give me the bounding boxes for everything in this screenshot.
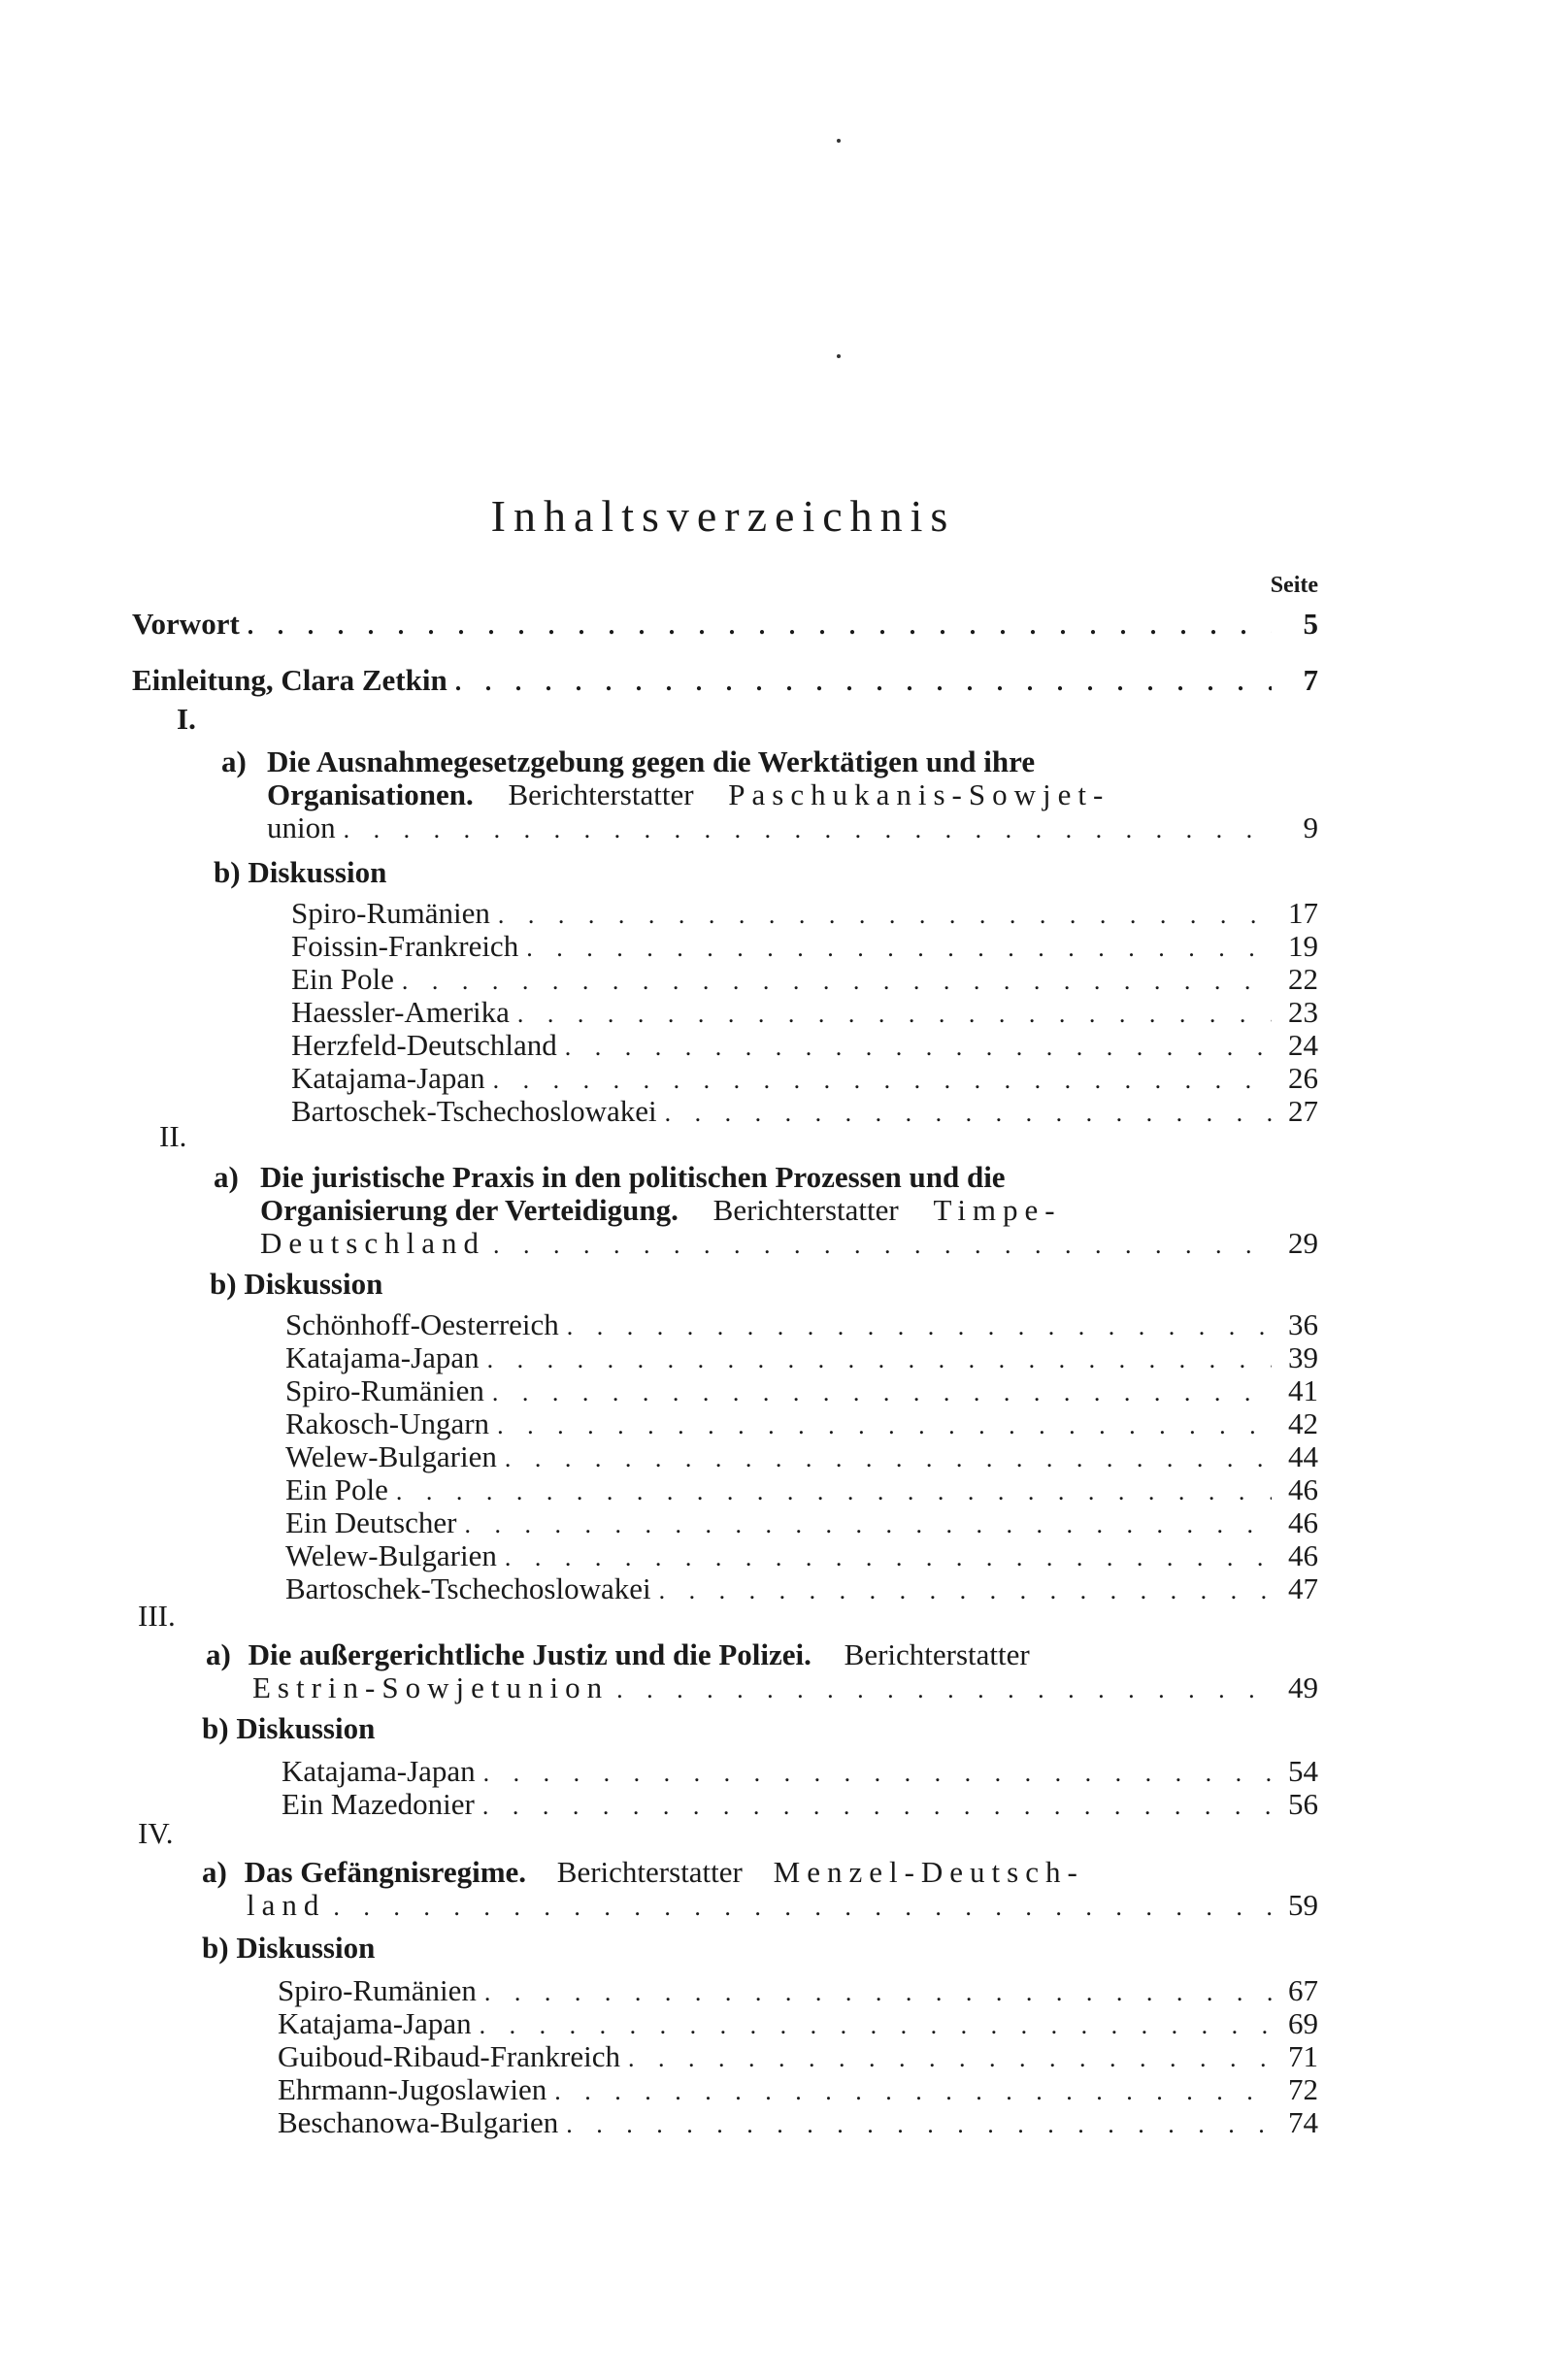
toc-entry: [285, 1374, 1318, 1409]
toc-entry-label: Herzfeld-Deutschland: [291, 1028, 557, 1062]
toc-entry-page: 47: [1288, 1571, 1318, 1605]
toc-entry: [285, 1506, 1318, 1541]
toc-entry: [278, 1974, 1318, 2009]
toc-entry-label: Bartoschek-Tschechoslowakei: [285, 1571, 651, 1605]
toc-entry-page: 41: [1288, 1373, 1318, 1407]
toc-entry-label: Spiro-Rumänien: [285, 1373, 484, 1407]
toc-entry: [285, 1473, 1318, 1508]
toc-entry-label: Ein Pole: [285, 1472, 388, 1506]
toc-entry-page: 5: [1303, 607, 1318, 641]
toc-entry: [278, 2040, 1318, 2075]
report-letter: a): [202, 1855, 227, 1889]
dot-leader: [498, 899, 1272, 932]
toc-entry-page: 36: [1288, 1307, 1318, 1341]
dot-leader: [482, 1790, 1272, 1823]
toc-entry-vorwort: [132, 608, 1318, 643]
toc-entry-page: 29: [1288, 1226, 1318, 1260]
toc-entry-label: Ein Pole: [291, 962, 394, 996]
toc-entry-label: Katajama-Japan: [291, 1061, 485, 1095]
dot-leader: [493, 1064, 1272, 1097]
toc-entry-einleitung: [132, 664, 1318, 699]
toc-entry-page: 71: [1288, 2039, 1318, 2073]
dot-leader: [526, 932, 1272, 965]
toc-entry-page: 69: [1288, 2006, 1318, 2040]
dot-leader: [659, 1574, 1272, 1607]
toc-entry-label: Ehrmann-Jugoslawien: [278, 2072, 547, 2106]
toc-entry-page: 7: [1303, 663, 1318, 697]
report-letter: a): [221, 744, 247, 778]
scan-speck: [837, 139, 841, 143]
dot-leader: [493, 1229, 1272, 1262]
toc-entry-label: Guiboud-Ribaud-Frankreich: [278, 2039, 620, 2073]
toc-entry: [285, 1407, 1318, 1442]
toc-entry: [291, 963, 1318, 998]
reporter-label: Berichterstatter: [508, 777, 694, 811]
toc-entry-page: 24: [1288, 1028, 1318, 1062]
toc-entry-label: Welew-Bulgarien: [285, 1439, 497, 1473]
toc-entry-page: 46: [1288, 1538, 1318, 1572]
toc-entry-page: 74: [1288, 2105, 1318, 2139]
report-title-line: Die Ausnahmegesetzgebung gegen die Werktätigen und ihre: [267, 744, 1036, 778]
toc-entry-page: 23: [1288, 995, 1318, 1029]
report-title-line: [202, 1856, 1084, 1889]
dot-leader: [464, 1508, 1272, 1541]
reporter-name: Paschukanis-Sowjet-: [728, 777, 1110, 811]
report-title-part: Das Gefängnisregime.: [244, 1855, 527, 1889]
toc-entry-page: 27: [1288, 1094, 1318, 1128]
scan-speck: [837, 354, 841, 358]
dot-leader: [455, 666, 1272, 699]
toc-entry-report: [260, 1227, 1318, 1262]
toc-entry-report: [247, 1889, 1318, 1924]
toc-entry-page: 46: [1288, 1505, 1318, 1539]
dot-leader: [628, 2042, 1272, 2075]
dot-leader: [484, 1976, 1272, 2009]
toc-entry-page: 44: [1288, 1439, 1318, 1473]
dot-leader: [480, 2009, 1272, 2042]
dot-leader: [554, 2075, 1272, 2108]
toc-entry-label: Estrin-Sowjetunion: [252, 1670, 610, 1704]
toc-entry: [282, 1788, 1318, 1823]
toc-entry: [291, 996, 1318, 1031]
dot-leader: [487, 1343, 1272, 1376]
toc-entry-page: 22: [1288, 962, 1318, 996]
page-column-header: Seite: [1270, 573, 1318, 598]
reporter-label: Berichterstatter: [844, 1637, 1030, 1671]
toc-entry-label: Schönhoff-Oesterreich: [285, 1307, 559, 1341]
toc-entry-label: Katajama-Japan: [278, 2006, 472, 2040]
report-title-line: [206, 1638, 1030, 1671]
section-numeral: IV.: [138, 1816, 174, 1850]
reporter-label: Berichterstatter: [556, 1855, 743, 1889]
toc-entry-label: Katajama-Japan: [282, 1754, 476, 1788]
dot-leader: [402, 965, 1272, 998]
toc-entry: [282, 1755, 1318, 1790]
dot-leader: [333, 1891, 1272, 1924]
toc-entry-label: Bartoschek-Tschechoslowakei: [291, 1094, 657, 1128]
toc-entry-label: Deutschland: [260, 1226, 485, 1260]
toc-entry-label: Welew-Bulgarien: [285, 1538, 497, 1572]
dot-leader: [566, 2108, 1272, 2141]
toc-entry: [285, 1440, 1318, 1475]
toc-entry: [291, 897, 1318, 932]
report-title-part: Organisationen.: [267, 777, 474, 811]
dot-leader: [517, 998, 1272, 1031]
discussion-heading: b) Diskussion: [210, 1267, 383, 1301]
toc-entry-label: union: [267, 810, 336, 844]
toc-entry-label: land: [247, 1888, 326, 1922]
toc-entry: [278, 2073, 1318, 2108]
toc-entry-page: 49: [1288, 1670, 1318, 1704]
toc-entry-label: Rakosch-Ungarn: [285, 1406, 490, 1440]
toc-entry-label: Einleitung, Clara Zetkin: [132, 663, 447, 697]
toc-entry: [291, 930, 1318, 965]
section-numeral: III.: [138, 1599, 176, 1633]
reporter-name: Timpe-: [933, 1193, 1062, 1227]
report-title-line: [267, 778, 1110, 811]
report-title-part: Organisierung der Verteidigung.: [260, 1193, 679, 1227]
toc-entry-page: 46: [1288, 1472, 1318, 1506]
dot-leader: [492, 1376, 1272, 1409]
report-letter: a): [214, 1160, 239, 1194]
toc-entry-page: 59: [1288, 1888, 1318, 1922]
toc-entry: [291, 1062, 1318, 1097]
toc-entry-label: Vorwort: [132, 607, 240, 641]
toc-entry-page: 9: [1303, 810, 1318, 844]
discussion-heading: b) Diskussion: [202, 1711, 376, 1745]
report-letter: a): [206, 1637, 231, 1671]
toc-entry-label: Haessler-Amerika: [291, 995, 510, 1029]
toc-entry-label: Ein Deutscher: [285, 1505, 457, 1539]
report-title-part: Die außergerichtliche Justiz und die Polizei.: [248, 1637, 812, 1671]
toc-entry-label: Spiro-Rumänien: [278, 1973, 477, 2007]
discussion-heading: b) Diskussion: [214, 855, 387, 889]
dot-leader: [497, 1409, 1272, 1442]
toc-entry-label: Ein Mazedonier: [282, 1787, 475, 1821]
report-title-line: [260, 1194, 1062, 1227]
toc-entry-page: 56: [1288, 1787, 1318, 1821]
toc-entry-report: [252, 1671, 1318, 1706]
section-numeral: I.: [177, 702, 196, 736]
dot-leader: [396, 1475, 1272, 1508]
toc-entry: [278, 2007, 1318, 2042]
toc-entry: [285, 1308, 1318, 1343]
toc-entry-page: 39: [1288, 1340, 1318, 1374]
discussion-heading: b) Diskussion: [202, 1931, 376, 1965]
dot-leader: [344, 813, 1272, 846]
dot-leader: [616, 1673, 1272, 1706]
dot-leader: [567, 1310, 1272, 1343]
dot-leader: [505, 1541, 1272, 1574]
toc-entry-label: Beschanowa-Bulgarien: [278, 2105, 559, 2139]
dot-leader: [483, 1757, 1272, 1790]
dot-leader: [665, 1097, 1272, 1130]
dot-leader: [248, 610, 1272, 643]
section-numeral: II.: [159, 1119, 187, 1153]
reporter-label: Berichterstatter: [712, 1193, 899, 1227]
toc-entry-page: 17: [1288, 896, 1318, 930]
page-title: Inhaltsverzeichnis: [490, 491, 956, 541]
reporter-name: Menzel-Deutsch-: [773, 1855, 1084, 1889]
toc-entry-label: Spiro-Rumänien: [291, 896, 490, 930]
report-title-line: Die juristische Praxis in den politischen Prozessen und die: [260, 1160, 1006, 1194]
toc-entry: [278, 2106, 1318, 2141]
toc-entry-page: 54: [1288, 1754, 1318, 1788]
toc-entry: [291, 1029, 1318, 1064]
toc-entry-report: [267, 811, 1318, 846]
toc-entry-page: 42: [1288, 1406, 1318, 1440]
toc-entry-label: Katajama-Japan: [285, 1340, 480, 1374]
toc-entry: [285, 1572, 1318, 1607]
toc-entry-label: Foissin-Frankreich: [291, 929, 519, 963]
toc-entry-page: 72: [1288, 2072, 1318, 2106]
toc-entry-page: 19: [1288, 929, 1318, 963]
dot-leader: [505, 1442, 1272, 1475]
toc-entry: [285, 1341, 1318, 1376]
dot-leader: [565, 1031, 1272, 1064]
toc-entry-page: 67: [1288, 1973, 1318, 2007]
toc-entry: [285, 1539, 1318, 1574]
toc-entry-page: 26: [1288, 1061, 1318, 1095]
toc-entry: [291, 1095, 1318, 1130]
